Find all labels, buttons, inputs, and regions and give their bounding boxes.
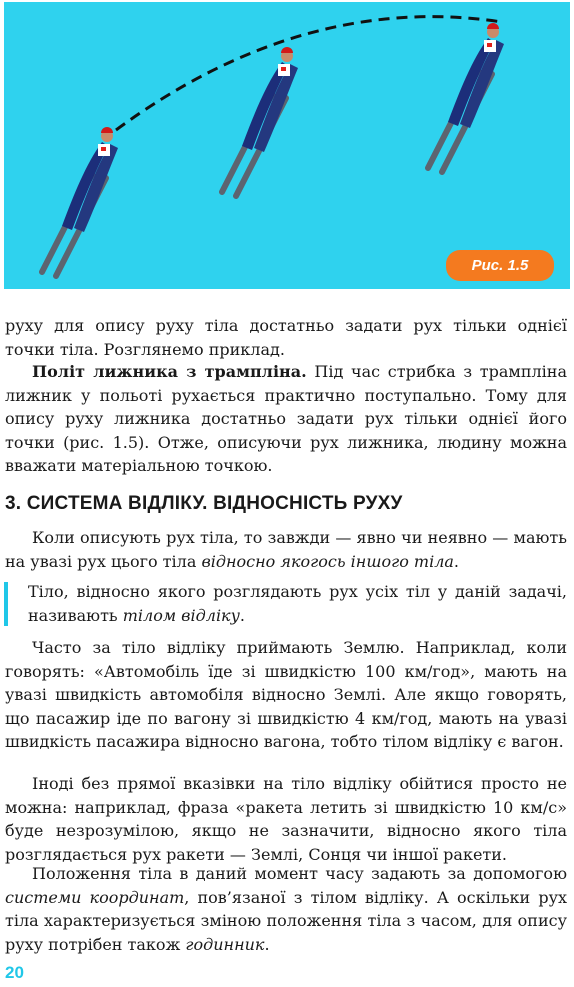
paragraph-relative-motion-text: Коли описують рух тіла, то завжди — явно чи неявно — мають на увазі рух цього тіла: [5, 528, 567, 571]
definition-end: .: [239, 605, 245, 625]
paragraph-relative-motion-end: .: [453, 551, 460, 571]
ski-jumper-1: [42, 127, 118, 276]
paragraph-relative-motion: [5, 526, 567, 573]
definition-marker-bar: [4, 582, 8, 626]
paragraph-coordinate-end: .: [264, 934, 270, 954]
page-number: 20: [5, 963, 24, 982]
paragraph-earth-example: Часто за тіло відліку приймають Землю. Наприклад, коли говорять: «Автомобіль їде зі швидкістю 100 км/год», мають на увазі швидкість автомобіля відносно Землі. Але якщо говорять, що пасажир іде по вагону зі швидкістю 4 км/год, мають на увазі швидкість пасажира відносно вагона, тобто тілом відліку є вагон.: [5, 638, 567, 751]
paragraph-coordinate-italic-1: системи координат: [5, 887, 185, 907]
paragraph-ski-jumper-title: Політ лижника з трампліна.: [32, 362, 307, 381]
definition-text: Тіло, відносно якого розглядають рух усіх тіл у даній задачі, називають: [28, 582, 567, 625]
paragraph-coordinate-system: [5, 862, 567, 956]
paragraph-rocket-example: Іноді без прямої вказівки на тіло відліку обійтися просто не можна: наприклад, фраза «ракета летить зі швидкістю 10 км/с» буде незрозумілою, якщо не зазначити, відносно якого тіла розглядається рух ракети — Землі, Сонця чи іншої ракети.: [5, 774, 567, 864]
ski-jump-figure: [4, 2, 570, 289]
ski-jumper-2: [222, 47, 298, 196]
paragraph-coordinate-text-a: Положення тіла в даний момент часу задають за допомогою: [32, 864, 567, 883]
paragraph-coordinate-italic-2: годинник: [185, 934, 265, 954]
paragraph-ski-jumper-text: Під час стрибка з трампліна лижник у польоті рухається практично поступально. Тому для опису руху лижника достатньо задати рух тільки однієї його точки (рис. 1.5). Отже, описуючи рух лижника, людину можна вважати матеріальною точкою.: [5, 362, 567, 475]
figure-caption-badge: Рис. 1.5: [446, 250, 554, 281]
trajectory-dashed-line: [116, 17, 502, 130]
definition-reference-body: [28, 580, 567, 627]
paragraph-intro: руху для опису руху тіла достатньо задати рух тільки однієї точки тіла. Розглянемо приклад.: [5, 316, 567, 359]
paragraph-relative-motion-italic: відносно якогось іншого тіла: [201, 551, 454, 571]
paragraph-coordinate-text-b: , пов’язаної з тілом відліку. А оскільки рух тіла характеризується зміною положення тіла з часом, для опису руху потрібен також: [5, 887, 567, 954]
definition-term: тілом відліку: [122, 605, 240, 625]
section-heading: 3. СИСТЕМА ВІДЛІКУ. ВІДНОСНІСТЬ РУХУ: [5, 493, 403, 514]
paragraph-ski-jumper: [5, 360, 567, 478]
ski-jumper-illustration: [4, 2, 570, 289]
ski-jumper-3: [428, 23, 504, 172]
